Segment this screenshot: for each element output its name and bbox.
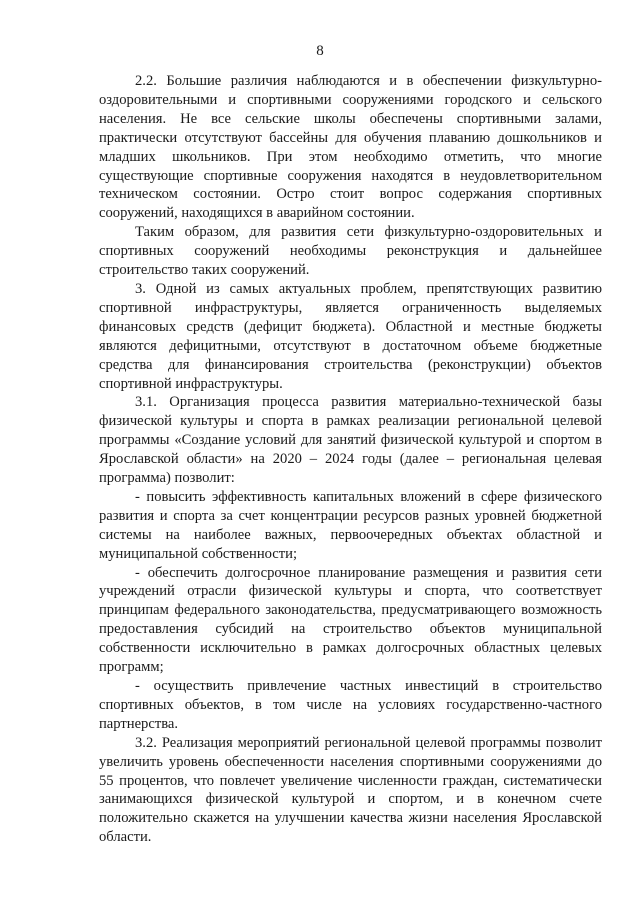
page-number: 8 bbox=[316, 43, 324, 59]
list-item-investments: - повысить эффективность капитальных вложений в сфере физического развития и спорта за счет концентрации ресурсов разных уровней бюджетной системы на наиболее важных, первоочередных объектах областной и муниципальной собственности; bbox=[99, 488, 602, 562]
list-item-private-investment: - осуществить привлечение частных инвестиций в строительство спортивных объектов, в том числе на условиях государственно-частного партнерства. bbox=[99, 678, 602, 732]
document-body bbox=[99, 72, 602, 847]
paragraph-3: 3. Одной из самых актуальных проблем, препятствующих развитию спортивной инфраструктуры, является ограниченность выделяемых финансовых средств (дефицит бюджета). Областной и местные бюджеты являются дефицитными, отсутствуют в достаточном объеме бюджетные средства для финансирования строительства (реконструкции) объектов спортивной инфраструктуры. bbox=[99, 280, 602, 392]
list-item-planning: - обеспечить долгосрочное планирование размещения и развития сети учреждений отрасли физической культуры и спорта, что соответствует принципам федерального законодательства, предусматривающего возможность предоставления субсидий на строительство объектов муниципальной собственности исключительно в рамках долгосрочных областных целевых программ; bbox=[99, 564, 602, 676]
paragraph-conclusion: Таким образом, для развития сети физкультурно-оздоровительных и спортивных сооружений необходимы реконструкция и дальнейшее строительство таких сооружений. bbox=[99, 224, 602, 279]
paragraph-3-1: 3.1. Организация процесса развития материально-технической базы физической культуры и спорта в рамках реализации региональной целевой программы «Создание условий для занятий физической культурой и спортом в Ярославской области» на 2020 – 2024 годы (далее – региональная целевая программа) позволит: bbox=[99, 394, 602, 487]
paragraph-3-2: 3.2. Реализация мероприятий региональной целевой программы позволит увеличить уровень обеспеченности населения спортивными сооружениями до 55 процентов, что повлечет увеличение численности граждан, систематически занимающихся физической культурой и спортом, и в конечном счете положительно скажется на улучшении качества жизни населения Ярославской области. bbox=[99, 734, 602, 846]
paragraph-2-2: 2.2. Большие различия наблюдаются и в обеспечении физкультурно-оздоровительными и спортивными сооружениями городского и сельского населения. Не все сельские школы обеспечены спортивными залами, практически отсутствуют бассейны для обучения плаванию дошкольников и младших школьников. При этом необходимо отметить, что многие существующие спортивные сооружения находятся в неудовлетворительном техническом состоянии. Остро стоит вопрос содержания спортивных сооружений, находящихся в аварийном состоянии. bbox=[99, 73, 602, 222]
